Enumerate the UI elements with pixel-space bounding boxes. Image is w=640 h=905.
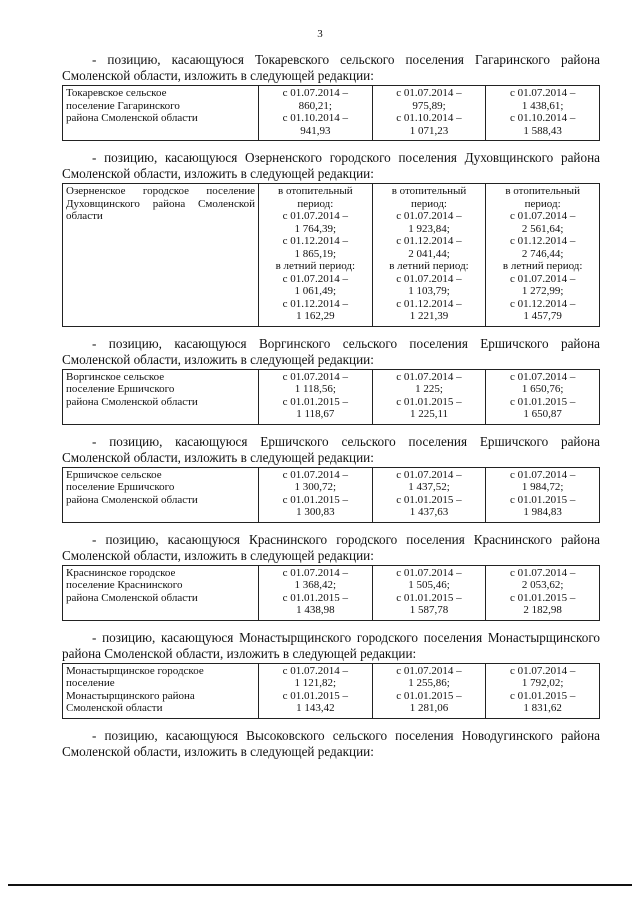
section-intro-text: - позицию, касающуюся Ершичского сельского поселения Ершичского района Смоленской области, изложить в следующей редакции:: [62, 433, 600, 465]
tariff-value-line: 1 281,06: [409, 702, 449, 714]
settlement-name-line: Монастырщинского района: [66, 689, 195, 702]
tariff-value-line: 1 272,99;: [521, 285, 564, 297]
tariff-value-line: с 01.07.2014 –: [282, 468, 349, 481]
tariff-value-line: 1 103,79;: [408, 285, 450, 297]
tariff-table: [62, 663, 600, 719]
tariff-value-cell: [486, 467, 600, 522]
tariff-value-line: 1 121,82;: [294, 677, 337, 689]
settlement-name-line: района Смоленской области: [66, 591, 198, 604]
settlement-name-line: Воргинское сельское: [66, 370, 165, 383]
tariff-value-line: с 01.01.2015 –: [396, 689, 462, 702]
tariff-value-cell: [259, 565, 373, 620]
tariff-value-line: с 01.01.2015 –: [282, 689, 349, 702]
tariff-value-line: с 01.07.2014 –: [509, 210, 576, 222]
final-intro-text: - позицию, касающуюся Высоковского сельского поселения Новодугинского района Смоленской области, изложить в следующей редакции:: [62, 727, 600, 759]
tariff-value-line: 1 438,61;: [521, 99, 564, 112]
tariff-value-line: 1 587,78: [409, 604, 449, 616]
tariff-value-cell: [486, 369, 600, 424]
tariff-value-line: с 01.12.2014 –: [282, 297, 349, 310]
tariff-value-line: 1 505,46;: [408, 579, 450, 591]
settlement-name-cell: [63, 565, 259, 620]
tariff-value-line: 1 143,42: [296, 702, 335, 714]
section-intro-text: - позицию, касающуюся Воргинского сельского поселения Ершичского района Смоленской области, изложить в следующей редакции:: [62, 335, 600, 367]
settlement-name-cell: [63, 369, 259, 424]
section-intro-paragraph: [62, 434, 600, 466]
tariff-value-line: с 01.01.2015 –: [396, 591, 462, 604]
settlement-name-line: Токаревское сельское: [66, 87, 167, 99]
tariff-value-line: в отопительный: [391, 185, 467, 197]
tariff-value-line: с 01.07.2014 –: [282, 272, 349, 285]
tariff-value-line: 2 182,98: [523, 604, 562, 616]
tariff-value-line: с 01.01.2015 –: [396, 493, 462, 506]
tariff-value-line: с 01.07.2014 –: [396, 664, 462, 677]
tariff-value-line: с 01.07.2014 –: [509, 468, 576, 481]
tariff-value-line: с 01.01.2015 –: [282, 493, 349, 506]
final-intro-paragraph: [62, 728, 600, 760]
tariff-value-line: 2 041,44;: [408, 247, 450, 260]
sections-list: [62, 52, 600, 719]
settlement-name-cell: [63, 184, 259, 327]
tariff-value-line: с 01.01.2015 –: [509, 395, 576, 408]
tariff-value-cell: [372, 663, 486, 718]
document-body: [62, 52, 600, 760]
settlement-name-line: поселение Гагаринского: [66, 99, 180, 112]
tariff-table: [62, 369, 600, 425]
tariff-value-line: 1 225;: [415, 383, 443, 395]
tariff-value-line: с 01.07.2014 –: [282, 370, 349, 383]
tariff-value-line: с 01.12.2014 –: [282, 235, 349, 247]
tariff-value-line: 1 221,39: [409, 310, 449, 322]
tariff-value-cell: [372, 467, 486, 522]
tariff-value-line: с 01.07.2014 –: [396, 468, 462, 481]
tariff-value-line: с 01.10.2014 –: [509, 112, 576, 124]
tariff-value-line: с 01.07.2014 –: [282, 210, 349, 222]
page-number: 3: [317, 28, 323, 40]
tariff-value-line: 1 300,83: [296, 506, 335, 518]
tariff-value-line: 1 650,87: [523, 408, 562, 420]
tariff-table: [62, 183, 600, 327]
tariff-value-line: 1 588,43: [523, 124, 562, 137]
tariff-value-line: период:: [410, 197, 447, 210]
table-row: [63, 86, 600, 141]
settlement-name-line: поселение Краснинского: [66, 579, 183, 591]
tariff-value-line: с 01.07.2014 –: [282, 87, 349, 99]
tariff-value-cell: [372, 184, 486, 327]
tariff-value-line: 1 071,23: [409, 124, 449, 137]
tariff-value-cell: [259, 467, 373, 522]
tariff-value-line: с 01.07.2014 –: [509, 664, 576, 677]
tariff-value-line: с 01.07.2014 –: [509, 566, 576, 579]
table-row: [63, 663, 600, 718]
table-row: [63, 369, 600, 424]
table-row: [63, 467, 600, 522]
tariff-value-line: период:: [297, 197, 334, 210]
tariff-value-cell: [259, 184, 373, 327]
section-intro-text: - позицию, касающуюся Краснинского городского поселения Краснинского района Смоленской области, изложить в следующей редакции:: [62, 531, 600, 563]
table-row: [63, 565, 600, 620]
section-intro-text: - позицию, касающуюся Озерненского городского поселения Духовщинского района Смоленской области, изложить в следующей редакции:: [62, 150, 600, 181]
tariff-value-line: 1 061,49;: [294, 285, 337, 297]
settlement-name-line: поселение: [66, 677, 115, 689]
settlement-name-line: района Смоленской области: [66, 112, 198, 124]
tariff-value-cell: [372, 369, 486, 424]
tariff-value-cell: [259, 663, 373, 718]
tariff-value-line: с 01.12.2014 –: [396, 235, 462, 247]
settlement-name-line: района Смоленской области: [66, 493, 198, 506]
tariff-value-line: 1 225,11: [409, 408, 449, 420]
settlement-name-line: Монастырщинское городское: [66, 664, 204, 677]
section-intro-paragraph: [62, 52, 600, 84]
tariff-value-line: 1 865,19;: [294, 247, 337, 260]
section-intro-paragraph: [62, 532, 600, 564]
section-intro-text: - позицию, касающуюся Токаревского сельского поселения Гагаринского района Смоленской области, изложить в следующей редакции:: [62, 52, 600, 83]
tariff-value-line: 1 923,84;: [408, 222, 450, 235]
tariff-value-line: в летний период:: [389, 260, 469, 272]
tariff-value-line: 941,93: [300, 124, 331, 137]
tariff-value-line: с 01.01.2015 –: [282, 591, 349, 604]
tariff-value-line: 1 984,83: [523, 506, 562, 518]
tariff-value-line: 860,21;: [298, 99, 332, 112]
settlement-name-line: Ершичское сельское: [66, 468, 162, 481]
tariff-table: [62, 467, 600, 523]
tariff-value-line: 1 764,39;: [294, 222, 337, 235]
tariff-value-line: период:: [524, 197, 561, 210]
tariff-value-line: с 01.12.2014 –: [396, 297, 462, 310]
tariff-value-cell: [486, 184, 600, 327]
tariff-value-line: 1 437,63: [409, 506, 449, 518]
tariff-value-line: 1 162,29: [296, 310, 335, 322]
tariff-value-line: с 01.12.2014 –: [509, 235, 576, 247]
section-intro-paragraph: [62, 150, 600, 182]
tariff-value-line: с 01.07.2014 –: [396, 87, 462, 99]
tariff-value-line: в отопительный: [278, 185, 353, 197]
settlement-name-line: Смоленской области: [66, 702, 163, 714]
tariff-value-line: в летний период:: [502, 260, 583, 272]
tariff-value-line: с 01.01.2015 –: [509, 493, 576, 506]
tariff-value-line: 2 561,64;: [521, 222, 564, 235]
tariff-value-cell: [372, 565, 486, 620]
tariff-value-line: с 01.12.2014 –: [509, 297, 576, 310]
tariff-value-line: 1 368,42;: [294, 579, 337, 591]
tariff-value-line: в отопительный: [505, 185, 580, 197]
tariff-value-line: 975,89;: [412, 99, 446, 112]
tariff-value-line: 2 746,44;: [521, 247, 564, 260]
settlement-name-line: поселение Ершичского: [66, 481, 175, 493]
tariff-value-cell: [486, 86, 600, 141]
section-intro-paragraph: [62, 336, 600, 368]
tariff-value-cell: [259, 86, 373, 141]
page-bottom-rule: [8, 884, 632, 886]
section-intro-text: - позицию, касающуюся Монастырщинского городского поселения Монастырщинского района Смоленской области, изложить в следующей редакции:: [62, 629, 600, 661]
tariff-value-line: 1 457,79: [523, 310, 562, 322]
tariff-value-line: с 01.01.2015 –: [282, 395, 349, 408]
tariff-value-line: с 01.07.2014 –: [509, 87, 576, 99]
settlement-name-line: района Смоленской области: [66, 395, 198, 408]
tariff-value-line: 1 437,52;: [408, 481, 450, 493]
tariff-value-line: 1 438,98: [296, 604, 335, 616]
tariff-value-line: с 01.07.2014 –: [282, 566, 349, 579]
tariff-value-line: с 01.07.2014 –: [396, 210, 462, 222]
settlement-name-cell: [63, 467, 259, 522]
tariff-value-line: 1 650,76;: [521, 383, 564, 395]
tariff-table: [62, 565, 600, 621]
tariff-value-line: с 01.10.2014 –: [396, 112, 462, 124]
section-intro-paragraph: [62, 630, 600, 662]
tariff-value-line: с 01.07.2014 –: [509, 272, 576, 285]
tariff-value-line: в летний период:: [275, 260, 356, 272]
tariff-value-line: с 01.01.2015 –: [509, 689, 576, 702]
tariff-value-line: 1 984,72;: [521, 481, 564, 493]
tariff-value-line: с 01.07.2014 –: [282, 664, 349, 677]
tariff-value-line: с 01.10.2014 –: [282, 112, 349, 124]
table-row: [63, 184, 600, 327]
tariff-value-line: 1 831,62: [523, 702, 562, 714]
tariff-value-cell: [372, 86, 486, 141]
tariff-value-line: 1 255,86;: [408, 677, 450, 689]
settlement-name-line: Краснинское городское: [66, 566, 176, 579]
settlement-name-line: Озерненское городское поселение Духовщинского района Смоленской области: [66, 185, 255, 222]
tariff-value-line: 1 118,56;: [294, 383, 336, 395]
settlement-name-line: поселение Ершичского: [66, 383, 175, 395]
tariff-value-cell: [486, 663, 600, 718]
tariff-value-line: 2 053,62;: [521, 579, 564, 591]
tariff-value-line: 1 118,67: [296, 408, 335, 420]
settlement-name-cell: [63, 86, 259, 141]
tariff-value-cell: [259, 369, 373, 424]
tariff-value-line: с 01.01.2015 –: [509, 591, 576, 604]
tariff-value-line: с 01.07.2014 –: [396, 370, 462, 383]
tariff-value-cell: [486, 565, 600, 620]
tariff-value-line: 1 792,02;: [521, 677, 564, 689]
tariff-value-line: с 01.07.2014 –: [509, 370, 576, 383]
tariff-value-line: с 01.01.2015 –: [396, 395, 462, 408]
tariff-value-line: 1 300,72;: [294, 481, 337, 493]
settlement-name-cell: [63, 663, 259, 718]
tariff-table: [62, 85, 600, 141]
tariff-value-line: с 01.07.2014 –: [396, 272, 462, 285]
tariff-value-line: с 01.07.2014 –: [396, 566, 462, 579]
